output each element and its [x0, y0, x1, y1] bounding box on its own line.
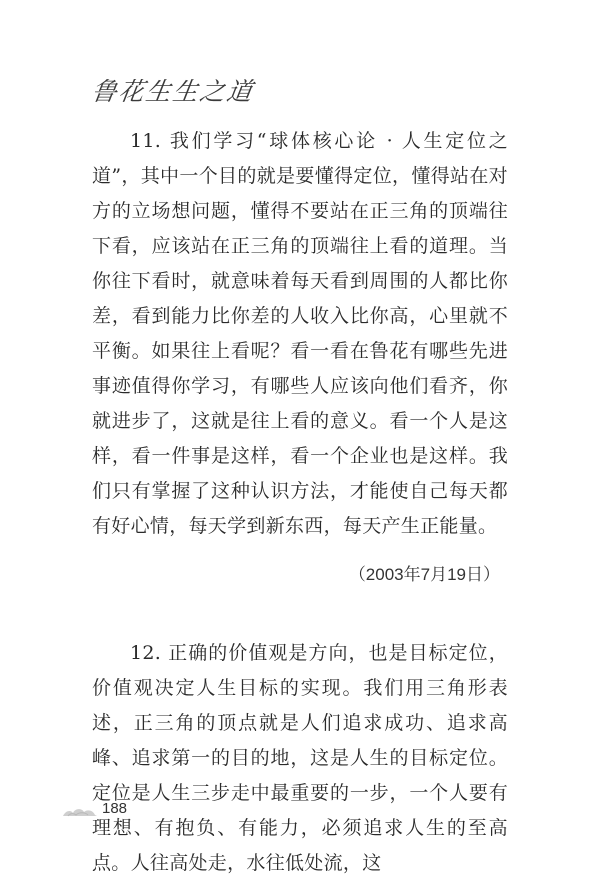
article-body: [92, 124, 508, 881]
page-number: 188: [102, 800, 128, 817]
running-header-title: 鲁花生生之道: [89, 77, 256, 106]
page-footer: [62, 800, 127, 817]
paragraph-11: 11. 我们学习“球体核心论 · 人生定位之道”，其中一个目的就是要懂得定位，懂得站在对方的立场想问题，懂得不要站在正三角的顶端往下看，应该站在正三角的顶端往上看的道理。当你往下看时，就意味着每天看到周围的人都比你差，看到能力比你差的人收入比你高，心里就不平衡。如果往上看呢？看一看在鲁花有哪些先进事迹值得你学习，有哪些人应该向他们看齐，你就进步了，这就是往上看的意义。看一个人是这样，看一件事是这样，看一个企业也是这样。我们只有掌握了这种认识方法，才能使自己每天都有好心情，每天学到新东西，每天产生正能量。: [92, 130, 508, 537]
cloud-icon: [62, 803, 98, 815]
paragraph-12: 12. 正确的价值观是方向，也是目标定位，价值观决定人生目标的实现。我们用三角形表述，正三角的顶点就是人们追求成功、追求高峰、追求第一的目的地，这是人生的目标定位。定位是人生三步走中最重要的一步，一个人要有理想、有抱负、有能力，必须追求人生的至高点。人往高处走，水往低处流，这: [92, 642, 508, 874]
date-note: （2003年7月19日）: [348, 565, 500, 584]
